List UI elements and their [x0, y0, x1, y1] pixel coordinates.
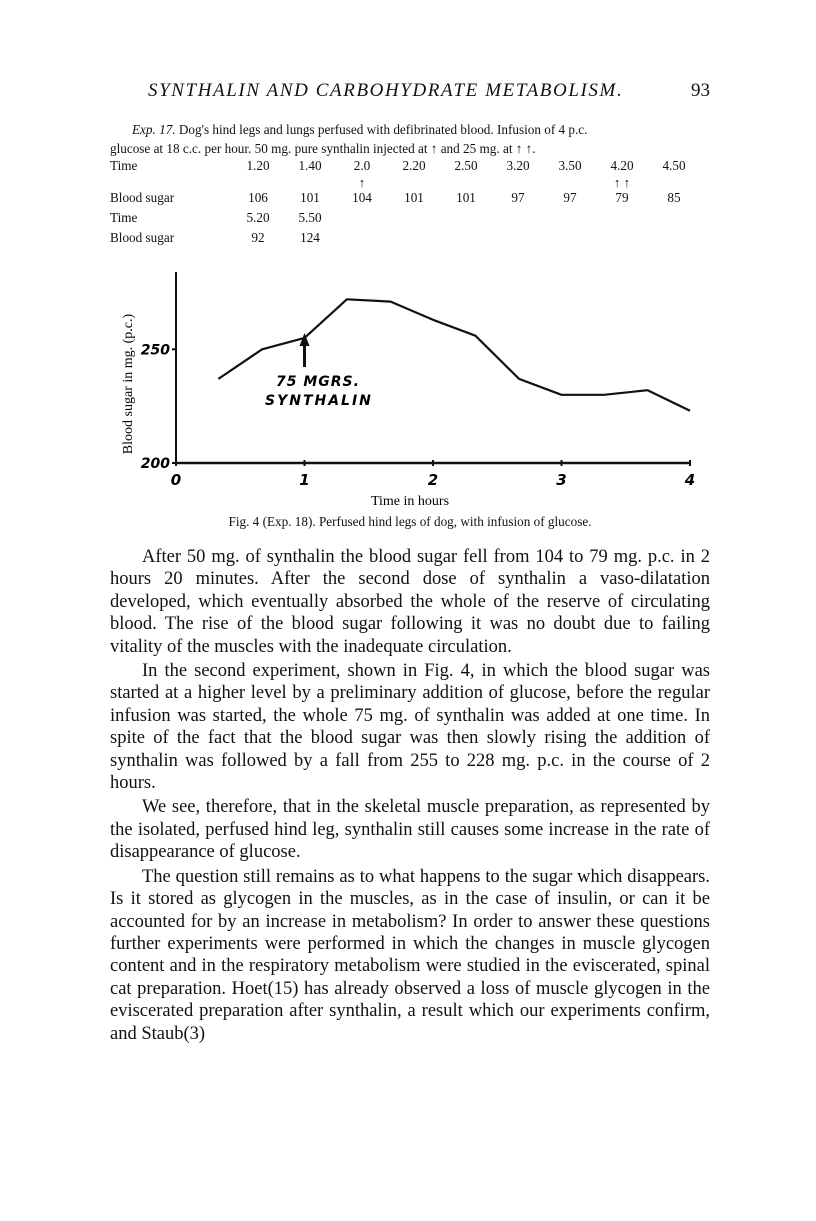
- marker-cell: [648, 178, 700, 190]
- y-axis-label: Blood sugar in mg. (p.c.): [121, 313, 136, 455]
- experiment-description: [110, 120, 706, 158]
- x-axis-label: Time in hours: [370, 494, 450, 509]
- time-cell: 2.0: [353, 158, 371, 173]
- paragraph: After 50 mg. of synthalin the blood sugar fell from 104 to 79 mg. p.c. in 2 hours 20 minutes. After the second dose of synthalin a vaso-dilatation developed, which eventually absorbed the whole of the reserve of circulating blood. The rise of the blood sugar following it was no doubt due to failing vitality of the muscles with the inadequate circulation.: [110, 547, 710, 657]
- marker-cell: [284, 178, 336, 190]
- time-cell: 1.40: [298, 158, 322, 173]
- marker-cell: [544, 178, 596, 190]
- sugar-row-2: [110, 230, 700, 250]
- paragraph: The question still remains as to what happens to the sugar which disappears. Is it stored as glycogen in the muscles, as in the case of insulin, or can it be accounted for by an increase in metabolism? In order to answer these questions further experiments were performed in which the changes in muscle glycogen content and in the respiratory metabolism were studied in the eviscerated, spinal cat preparation. Hoet(15) has already observed a loss of muscle glycogen in the eviscerated preparation after synthalin, a result which our experiments confirm, and Staub(3): [110, 866, 710, 1044]
- annotation-line-2: SYNTHALIN: [265, 393, 373, 409]
- marker-cell: [388, 178, 440, 190]
- x-tick-label: 2: [427, 471, 439, 489]
- time-cell: 2.20: [402, 158, 426, 173]
- running-title: SYNTHALIN AND CARBOHYDRATE METABOLISM.: [148, 80, 624, 101]
- marker-cell: ↑ ↑: [613, 175, 631, 190]
- row-label-time: Time: [110, 210, 138, 225]
- sugar-cell: 101: [404, 190, 424, 205]
- x-tick-label: 0: [170, 471, 182, 489]
- figure-caption: Fig. 4 (Exp. 18). Perfused hind legs of dog, with infusion of glucose.: [228, 514, 592, 529]
- time-cell: 5.50: [298, 210, 322, 225]
- sugar-cell: 97: [563, 190, 577, 205]
- marker-cell: [440, 178, 492, 190]
- row-label-blood-sugar: Blood sugar: [110, 230, 175, 245]
- sugar-cell: 106: [248, 190, 268, 205]
- sugar-cell: 92: [251, 230, 265, 245]
- blood-sugar-chart: [110, 260, 710, 510]
- x-tick-label: 4: [684, 471, 696, 489]
- marker-cell: ↑: [358, 175, 366, 190]
- time-cell: 5.20: [246, 210, 270, 225]
- page-number: 93: [691, 80, 710, 101]
- time-cell: 4.20: [610, 158, 634, 173]
- time-cell: 3.50: [558, 158, 582, 173]
- sugar-cell: 101: [300, 190, 320, 205]
- paragraph: We see, therefore, that in the skeletal muscle preparation, as represented by the isolated, perfused hind leg, synthalin still causes some increase in the rate of disappearance of glucose.: [110, 797, 710, 863]
- row-label-blood-sugar: Blood sugar: [110, 190, 175, 205]
- experiment-text-1: Dog's hind legs and lungs perfused with defibrinated blood. Infusion of 4 p.c.: [178, 122, 588, 137]
- sugar-cell: 124: [300, 230, 320, 245]
- x-tick-label: 1: [299, 471, 310, 489]
- sugar-row-1: [110, 190, 700, 210]
- body-text: [110, 546, 710, 1047]
- y-tick-label: 200: [140, 456, 170, 472]
- marker-cell: [492, 178, 544, 190]
- time-cell: 1.20: [246, 158, 270, 173]
- marker-cell: [232, 178, 284, 190]
- sugar-cell: 101: [456, 190, 476, 205]
- sugar-cell: 79: [615, 190, 629, 205]
- experiment-line-2: glucose at 18 c.c. per hour. 50 mg. pure synthalin injected at ↑ and 25 mg. at ↑ ↑.: [110, 141, 536, 156]
- page-header: [110, 80, 710, 106]
- row-label-time: Time: [110, 158, 138, 173]
- time-cell: 2.50: [454, 158, 478, 173]
- time-row-1: [110, 158, 700, 178]
- sugar-cell: 104: [352, 190, 372, 205]
- marker-row: [110, 178, 700, 190]
- time-cell: 4.50: [662, 158, 686, 173]
- paragraph: In the second experiment, shown in Fig. 4, in which the blood sugar was started at a higher level by a preliminary addition of glucose, before the regular infusion was started, the whole 75 mg. of synthalin was added at one time. In spite of the fact that the blood sugar was then slowly rising the addition of synthalin was followed by a fall from 255 to 228 mg. p.c. in the course of 2 hours.: [110, 661, 710, 794]
- experiment-label: Exp. 17.: [132, 122, 176, 137]
- time-cell: 3.20: [506, 158, 530, 173]
- sugar-cell: 85: [667, 190, 681, 205]
- annotation-line-1: 75 MGRS.: [276, 374, 360, 390]
- time-row-2: [110, 210, 700, 230]
- data-table: [110, 158, 700, 250]
- y-tick-label: 250: [140, 342, 170, 359]
- x-tick-label: 3: [556, 471, 567, 489]
- sugar-cell: 97: [511, 190, 525, 205]
- experiment-line-1: [110, 120, 706, 139]
